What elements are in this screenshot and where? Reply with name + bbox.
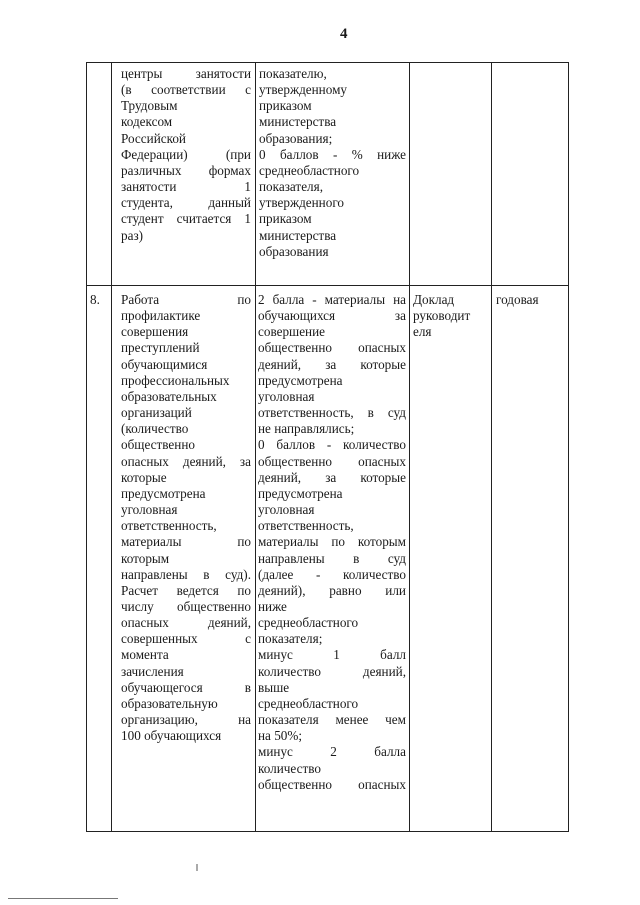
cell-text-line: уголовная: [258, 388, 315, 404]
cell-text-line: опасных деяний, за: [121, 453, 251, 469]
cell-text-line: студент считается 1: [121, 211, 251, 227]
cell-text-line: минус 2 балла: [258, 744, 406, 760]
cell-text-line: кодексом: [121, 114, 173, 130]
criteria-cell: [258, 292, 406, 793]
cell-text-line: Федерации) (при: [121, 146, 251, 162]
cell-text-line: обучающихся за: [258, 308, 406, 324]
cell-text-line: общественно опасных: [258, 776, 406, 792]
page-number: 4: [340, 26, 348, 42]
cell-text-line: профессиональных: [121, 372, 230, 388]
cell-text-line: Расчет ведется по: [121, 582, 251, 598]
cell-text-line: приказом: [259, 98, 312, 114]
cell-text-line: материалы по которым: [258, 534, 406, 550]
cell-text-line: 0 баллов - количество: [258, 437, 406, 453]
cell-text-line: зачисления: [121, 663, 184, 679]
cell-text-line: числу общественно: [121, 598, 251, 614]
cell-text-line: материалы по: [121, 534, 251, 550]
cell-text-line: организацию, на: [121, 712, 251, 728]
cell-text-line: совершенных с: [121, 631, 251, 647]
cell-text-line: момента: [121, 647, 169, 663]
cell-text-line: которые: [121, 469, 167, 485]
cell-text-line: показателя,: [259, 179, 323, 195]
cell-text-line: студента, данный: [121, 195, 251, 211]
cell-text-line: ответственность,: [258, 518, 354, 534]
cell-text-line: деяний), равно или: [258, 582, 406, 598]
cell-text-line: общественно опасных: [258, 453, 406, 469]
column-divider: [111, 63, 112, 831]
cell-text-line: ответственность, в суд: [258, 405, 406, 421]
cell-text-line: уголовная: [121, 502, 178, 518]
cell-text-line: уголовная: [258, 502, 315, 518]
cell-text-line: министерства: [259, 114, 337, 130]
cell-text-line: количество: [258, 760, 321, 776]
cell-text-line: занятости 1: [121, 179, 251, 195]
footnote-rule: [8, 898, 118, 899]
column-divider: [409, 63, 410, 831]
cell-text-line: направлены в суд).: [121, 566, 251, 582]
cell-text-line: образования;: [259, 130, 333, 146]
cell-text-line: направлены в суд: [258, 550, 406, 566]
criteria-table: [86, 62, 569, 832]
cell-text-line: утвержденному: [259, 82, 348, 98]
cell-text-line: раз): [121, 227, 144, 243]
cell-text-line: общественно: [121, 437, 195, 453]
column-divider: [491, 63, 492, 831]
cell-text-line: показателю,: [259, 66, 327, 81]
cell-text-line: обучающимися: [121, 356, 208, 372]
cell-text-line: ответственность,: [121, 518, 217, 534]
cell-text-line: 2 балла - материалы на: [258, 292, 406, 307]
cell-text-line: центры занятости: [121, 66, 251, 81]
cell-text-line: (в соответствии с: [121, 82, 251, 98]
cell-text-line: 100 обучающихся: [121, 728, 222, 744]
cell-text-line: минус 1 балл: [258, 647, 406, 663]
cell-text-line: которым: [121, 550, 170, 566]
cell-text-line: предусмотрена: [121, 485, 206, 501]
row-number-cell: 8.: [90, 292, 100, 307]
cell-text-line: не направлялись;: [258, 421, 355, 437]
cell-text-line: министерства: [259, 227, 337, 243]
cell-text-line: показателя менее чем: [258, 712, 406, 728]
cell-text-line: предусмотрена: [258, 372, 343, 388]
cell-text-line: Трудовым: [121, 98, 178, 114]
cell-text-line: (далее - количество: [258, 566, 406, 582]
cell-text-line: преступлений: [121, 340, 200, 356]
cell-text-line: показателя;: [258, 631, 323, 647]
cell-text-line: Доклад: [413, 292, 455, 307]
column-divider: [255, 63, 256, 831]
cell-text-line: Работа по: [121, 292, 251, 307]
cell-text-line: приказом: [259, 211, 312, 227]
cell-text-line: на 50%;: [258, 728, 303, 744]
cell-text-line: предусмотрена: [258, 485, 343, 501]
cell-text-line: среднеобластного: [258, 695, 359, 711]
cell-text-line: обучающегося в: [121, 679, 251, 695]
criteria-cell: [259, 66, 406, 260]
cell-text-line: Российской: [121, 130, 186, 146]
cell-text-line: еля: [413, 324, 432, 340]
cell-text-line: руководит: [413, 308, 471, 324]
source-cell: [413, 292, 489, 340]
cell-text-line: общественно опасных: [258, 340, 406, 356]
cell-text-line: количество деяний,: [258, 663, 406, 679]
cell-text-line: профилактике: [121, 308, 201, 324]
cell-text-line: деяний, за которые: [258, 356, 406, 372]
cell-text-line: совершения: [121, 324, 189, 340]
scan-mark: [196, 864, 198, 871]
cell-text-line: среднеобластного: [258, 615, 359, 631]
indicator-cell: [121, 66, 251, 244]
row-divider: [87, 285, 568, 286]
cell-text-line: образовательных: [121, 388, 217, 404]
cell-text-line: образования: [259, 243, 329, 259]
cell-text-line: утвержденного: [259, 195, 345, 211]
indicator-cell: [121, 292, 251, 744]
cell-text-line: среднеобластного: [259, 162, 360, 178]
cell-text-line: 0 баллов - % ниже: [259, 146, 406, 162]
cell-text-line: выше: [258, 679, 290, 695]
cell-text-line: различных формах: [121, 162, 251, 178]
cell-text-line: деяний, за которые: [258, 469, 406, 485]
cell-text-line: опасных деяний,: [121, 615, 251, 631]
period-cell: годовая: [496, 292, 539, 307]
cell-text-line: образовательную: [121, 695, 218, 711]
cell-text-line: совершение: [258, 324, 326, 340]
cell-text-line: организаций: [121, 405, 192, 421]
cell-text-line: (количество: [121, 421, 189, 437]
cell-text-line: ниже: [258, 598, 287, 614]
